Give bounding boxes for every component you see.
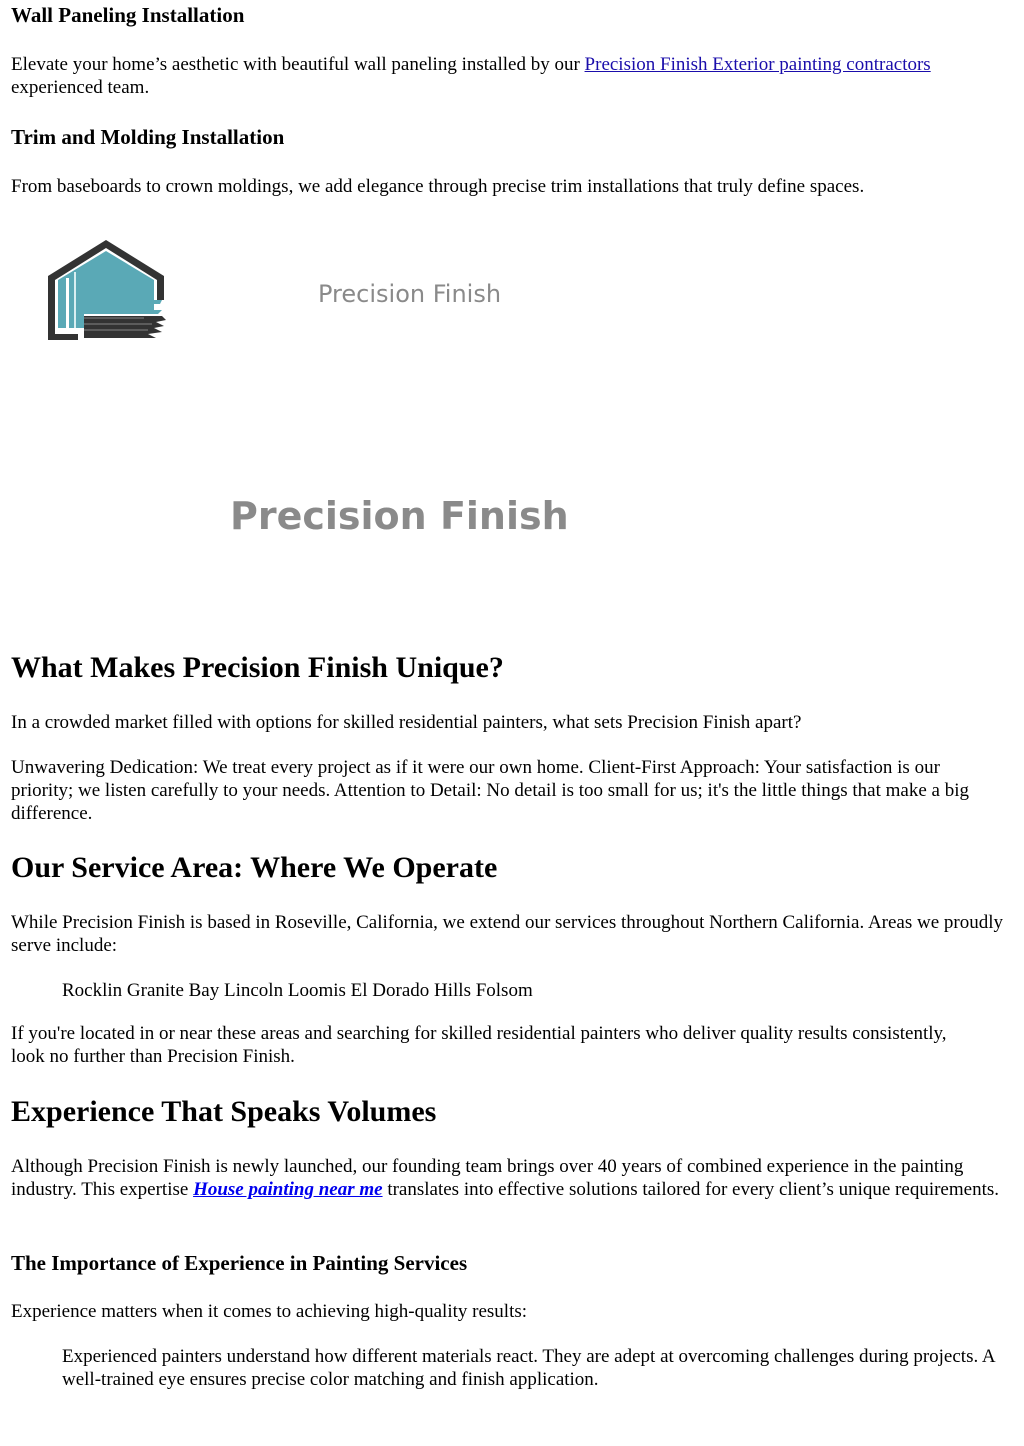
wall-paneling-text: Elevate your home’s aesthetic with beautiful wall paneling installed by our	[11, 54, 585, 75]
unique-intro: In a crowded market filled with options for skilled residential painters, what sets Precision Finish apart?	[11, 712, 802, 733]
importance-quote: Experienced painters understand how different materials react. They are adept at overcoming challenges during projects. A well-trained eye ensures precise color matching and finish application.	[62, 1346, 995, 1390]
service-area-list: Rocklin Granite Bay Lincoln Loomis El Dorado Hills Folsom	[62, 980, 533, 1001]
importance-heading: The Importance of Experience in Painting Services	[11, 1251, 468, 1275]
wall-paneling-text-end: experienced team.	[11, 77, 150, 98]
service-area-outro: If you're located in or near these areas and searching for skilled residential painters who deliver quality results consistently, look no further than Precision Finish.	[11, 1023, 947, 1067]
experience-text-end: translates into effective solutions tailored for every client’s unique requirements.	[382, 1179, 999, 1200]
unique-heading: What Makes Precision Finish Unique?	[11, 651, 504, 684]
experience-paragraph	[11, 1155, 1011, 1201]
brand-name-large: Precision Finish	[230, 494, 569, 538]
brand-name-small: Precision Finish	[318, 280, 502, 308]
house-painting-near-me-link[interactable]: House painting near me	[193, 1179, 383, 1200]
house-logo-icon	[44, 238, 168, 342]
service-area-heading: Our Service Area: Where We Operate	[11, 851, 498, 884]
trim-heading: Trim and Molding Installation	[11, 125, 285, 149]
experience-heading: Experience That Speaks Volumes	[11, 1095, 437, 1128]
exterior-painting-contractors-link[interactable]: Precision Finish Exterior painting contractors	[584, 54, 931, 75]
wall-paneling-heading: Wall Paneling Installation	[11, 3, 245, 27]
importance-intro: Experience matters when it comes to achieving high-quality results:	[11, 1301, 528, 1322]
unique-body: Unwavering Dedication: We treat every project as if it were our own home. Client-First Approach: Your satisfaction is our priority; we listen carefully to your needs. Attention to Detail: No detail is too small for us; it's the little things that make a big difference.	[11, 757, 969, 824]
experience-text: Although Precision Finish is newly launched, our founding team brings over 40 years of combined experience in the painting industry. This expertise	[11, 1156, 964, 1200]
service-area-intro: While Precision Finish is based in Roseville, California, we extend our services throughout Northern California. Areas we proudly serve include:	[11, 912, 1004, 956]
trim-paragraph: From baseboards to crown moldings, we add elegance through precise trim installations that truly define spaces.	[11, 176, 865, 197]
wall-paneling-paragraph	[11, 53, 1011, 99]
